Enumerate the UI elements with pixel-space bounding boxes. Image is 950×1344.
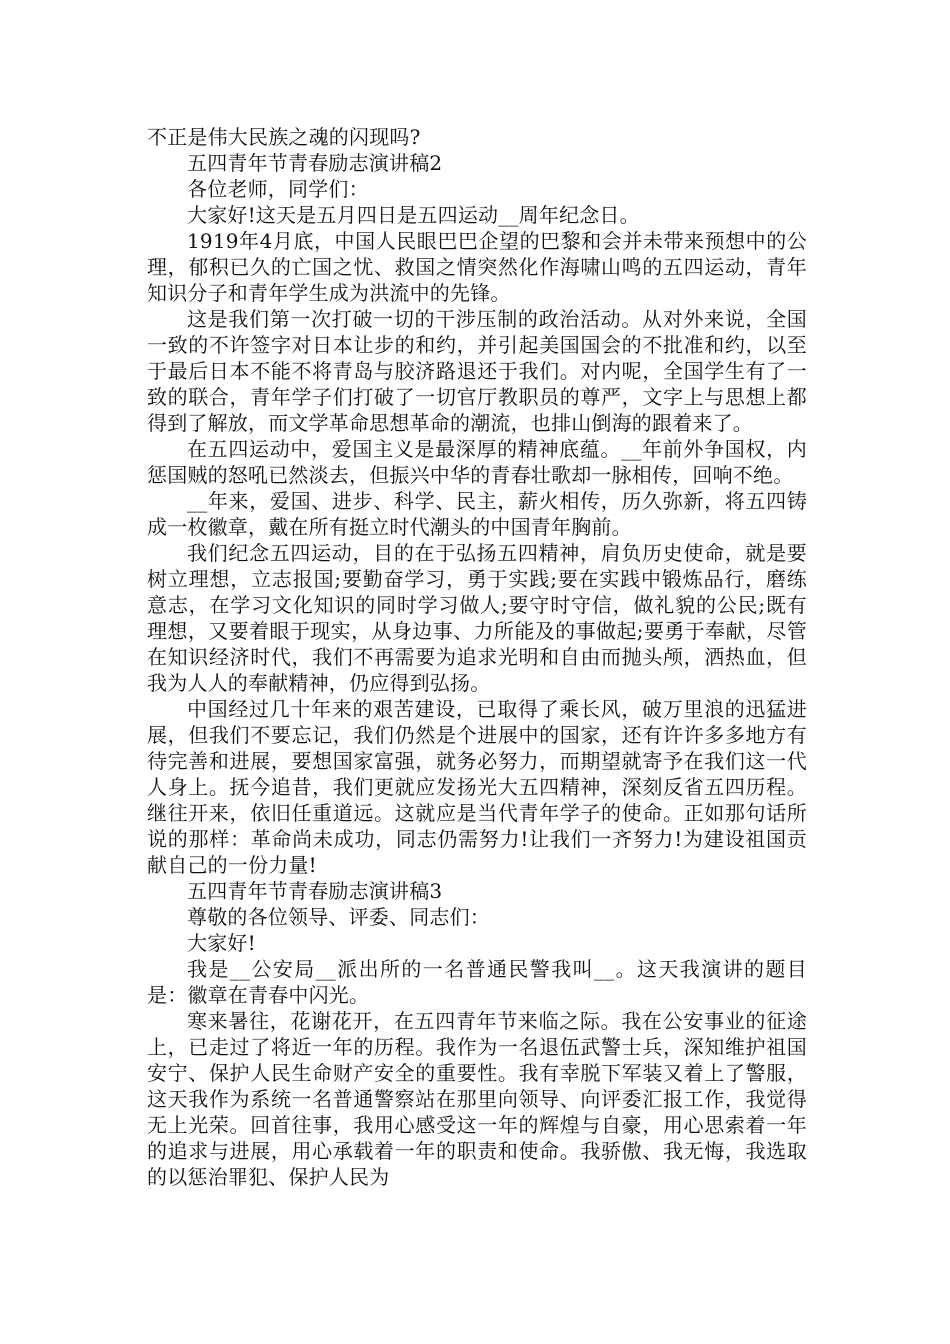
paragraph: 中国经过几十年来的艰苦建设，已取得了乘长风，破万里浪的迅猛进展，但我们不要忘记，我们仍然是个进展中的国家，还有许许多多地方有待完善和进展，要想国家富强，就务必努力，而期望就寄予在我们这一代人身上。抚今追昔，我们更就应发扬光大五四精神，深刻反省五四历程。继往开来，依旧任重道远。这就应是当代青年学子的使命。正如那句话所说的那样：革命尚未成功，同志仍需努力!让我们一齐努力!为建设祖国贡献自己的一份力量! <box>147 697 807 877</box>
greeting: 大家好!这天是五月四日是五四运动__周年纪念日。 <box>187 203 640 227</box>
salutation: 尊敬的各位领导、评委、同志们： <box>187 905 490 929</box>
paragraph-continuation: 不正是伟大民族之魂的闪现吗? <box>147 125 421 149</box>
section-heading-2: 五四青年节青春励志演讲稿2 <box>187 151 443 175</box>
paragraph: 我是__公安局__派出所的一名普通民警我叫__。这天我演讲的题目是：徽章在青春中闪光。 <box>147 957 807 1007</box>
paragraph: __年来，爱国、进步、科学、民主，薪火相传，历久弥新，将五四铸成一枚徽章，戴在所有挺立时代潮头的中国青年胸前。 <box>147 489 807 539</box>
paragraph: 寒来暑往，花谢花开，在五四青年节来临之际。我在公安事业的征途上，已走过了将近一年的历程。我作为一名退伍武警士兵，深知维护祖国安宁、保护人民生命财产安全的重要性。我有幸脱下军装又着上了警服，这天我作为系统一名普通警察站在那里向领导、向评委汇报工作，我觉得无上光荣。回首往事，我用心感受这一年的辉煌与自豪，用心思索着一年的追求与进展，用心承载着一年的职责和使命。我骄傲、我无悔，我选取的以惩治罪犯、保护人民为 <box>147 1009 807 1189</box>
paragraph: 1919年4月底，中国人民眼巴巴企望的巴黎和会并未带来预想中的公理，郁积已久的亡国之忧、救国之情突然化作海啸山鸣的五四运动，青年知识分子和青年学生成为洪流中的先锋。 <box>147 229 807 305</box>
paragraph: 这是我们第一次打破一切的干涉压制的政治活动。从对外来说，全国一致的不许签字对日本让步的和约，并引起美国国会的不批准和约，以至于最后日本不能不将青岛与胶济路退还于我们。对内呢，全国学生有了一致的联合，青年学子们打破了一切官厅教职员的尊严，文字上与思想上都得到了解放，而文学革命思想革命的潮流，也排山倒海的跟着来了。 <box>147 307 807 435</box>
salutation: 各位老师，同学们： <box>187 177 369 201</box>
section-heading-3: 五四青年节青春励志演讲稿3 <box>187 879 443 903</box>
paragraph: 我们纪念五四运动，目的在于弘扬五四精神，肩负历史使命，就是要树立理想，立志报国;要勤奋学习，勇于实践;要在实践中锻炼品行，磨练意志，在学习文化知识的同时学习做人;要守时守信，做礼貌的公民;既有理想，又要着眼于现实，从身边事、力所能及的事做起;要勇于奉献，尽管在知识经济时代，我们不再需要为追求光明和自由而抛头颅，洒热血，但我为人人的奉献精神，仍应得到弘扬。 <box>147 541 807 695</box>
document-body <box>147 124 807 1190</box>
greeting: 大家好! <box>187 931 256 955</box>
paragraph: 在五四运动中，爱国主义是最深厚的精神底蕴。__年前外争国权，内惩国贼的怒吼已然淡去，但振兴中华的青春壮歌却一脉相传，回响不绝。 <box>147 437 807 487</box>
